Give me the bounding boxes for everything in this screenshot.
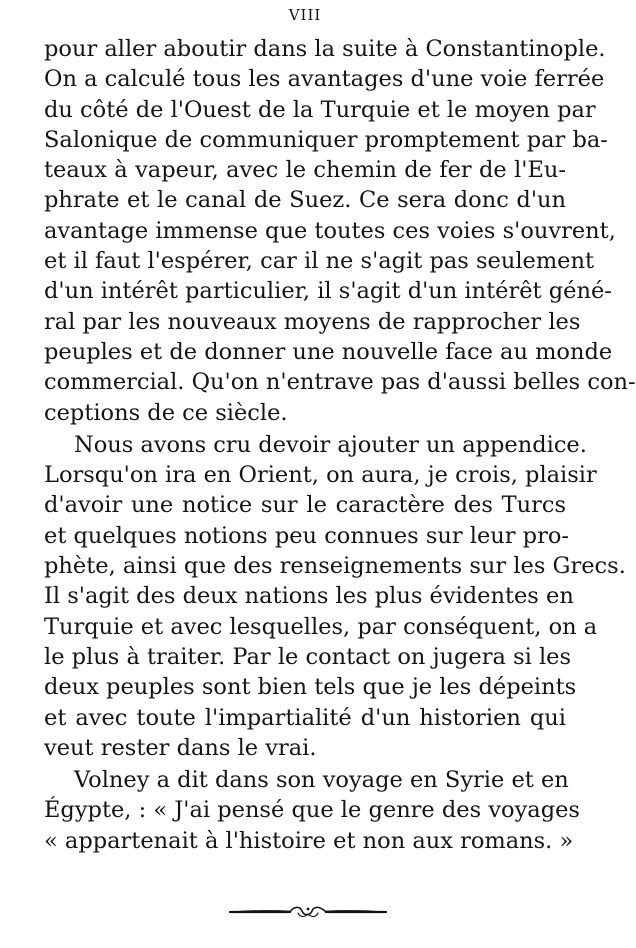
text-line: peuples et de donner une nouvelle face au monde bbox=[44, 338, 613, 365]
paragraph-1 bbox=[44, 34, 636, 428]
text-line: avantage immense que toutes ces voies s'ouvrent, bbox=[44, 217, 616, 244]
body-text bbox=[44, 34, 636, 856]
text-line: pour aller aboutir dans la suite à Constantinople. bbox=[44, 36, 606, 62]
text-line: Égypte, : « J'ai pensé que le genre des voyages bbox=[44, 797, 580, 824]
text-line: Il s'agit des deux nations les plus évidentes en bbox=[44, 583, 574, 610]
text-line: Nous avons cru devoir ajouter un appendice. bbox=[74, 431, 587, 458]
text-line: et avec toute l'impartialité d'un historien qui bbox=[44, 704, 566, 731]
text-line: Salonique de communiquer promptement par ba- bbox=[44, 126, 608, 153]
text-line: veut rester dans le vrai. bbox=[44, 734, 317, 761]
text-line: et il faut l'espérer, car il ne s'agit pas seulement bbox=[44, 248, 595, 275]
text-line: teaux à vapeur, avec le chemin de fer de l'Eu- bbox=[44, 157, 566, 184]
paragraph-2 bbox=[44, 430, 626, 763]
page-number: VIII bbox=[288, 6, 322, 24]
text-line: Lorsqu'on ira en Orient, on aura, je crois, plaisir bbox=[44, 462, 597, 489]
text-line: et quelques notions peu connues sur leur pro- bbox=[44, 522, 569, 549]
text-line: phète, ainsi que des renseignements sur les Grecs. bbox=[44, 553, 626, 580]
text-line: « appartenait à l'histoire et non aux romans. » bbox=[44, 827, 574, 854]
text-line: ceptions de ce siècle. bbox=[44, 399, 288, 426]
text-line: d'avoir une notice sur le caractère des Turcs bbox=[44, 492, 566, 519]
text-line: commercial. Qu'on n'entrave pas d'aussi belles con- bbox=[44, 369, 636, 396]
paragraph-3 bbox=[44, 765, 580, 856]
text-line: deux peuples sont bien tels que je les dépeints bbox=[44, 674, 577, 701]
text-line: Volney a dit dans son voyage en Syrie et en bbox=[74, 767, 569, 794]
text-line: phrate et le canal de Suez. Ce sera donc d'un bbox=[44, 187, 566, 214]
text-line: On a calculé tous les avantages d'une voie ferrée bbox=[44, 66, 605, 93]
text-line: du côté de l'Ouest de la Turquie et le moyen par bbox=[44, 96, 596, 123]
text-line: d'un intérêt particulier, il s'agit d'un intérêt géné- bbox=[44, 278, 612, 305]
tailpiece-flourish-icon bbox=[228, 904, 388, 920]
text-line: Turquie et avec lesquelles, par conséquent, on a bbox=[44, 613, 598, 640]
text-line: le plus à traiter. Par le contact on jugera si les bbox=[44, 643, 572, 670]
text-line: ral par les nouveaux moyens de rapprocher les bbox=[44, 308, 581, 335]
